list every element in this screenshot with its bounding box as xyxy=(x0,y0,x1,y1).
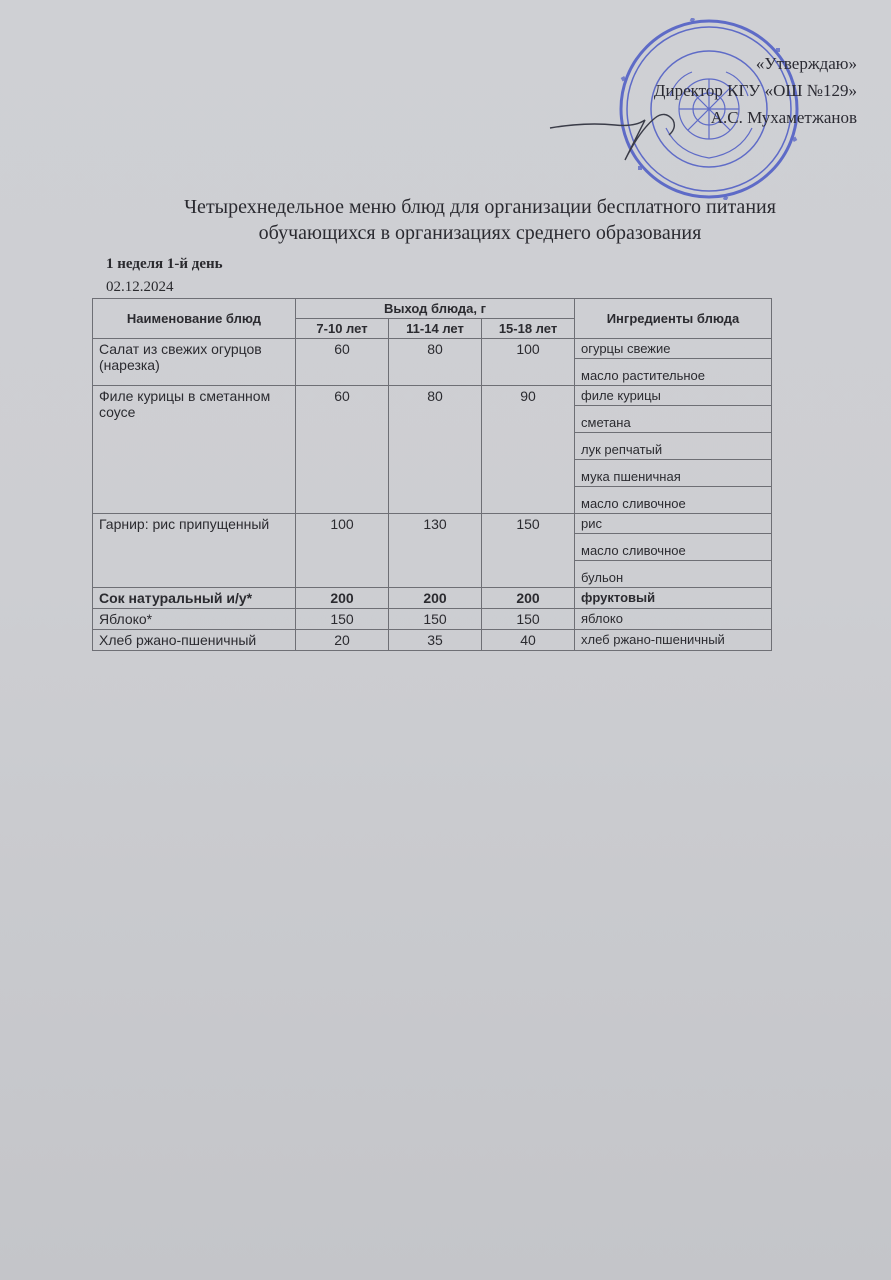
dish-name: Филе курицы в сметанном соусе xyxy=(93,386,296,514)
header-ingredients: Ингредиенты блюда xyxy=(575,299,772,339)
table-body xyxy=(93,339,772,651)
dish-name: Яблоко* xyxy=(93,609,296,630)
output-7-10: 100 xyxy=(296,514,389,588)
header-output: Выход блюда, г xyxy=(296,299,575,319)
header-age-11-14: 11-14 лет xyxy=(389,319,482,339)
output-15-18: 200 xyxy=(482,588,575,609)
dish-name: Гарнир: рис припущенный xyxy=(93,514,296,588)
output-11-14: 130 xyxy=(389,514,482,588)
table-row xyxy=(93,339,772,359)
output-11-14: 80 xyxy=(389,386,482,514)
output-11-14: 35 xyxy=(389,630,482,651)
output-7-10: 150 xyxy=(296,609,389,630)
ingredient: огурцы свежие xyxy=(575,339,772,359)
output-11-14: 200 xyxy=(389,588,482,609)
ingredient: лук репчатый xyxy=(575,433,772,460)
header-age-7-10: 7-10 лет xyxy=(296,319,389,339)
ingredient: бульон xyxy=(575,561,772,588)
menu-table xyxy=(92,298,772,651)
title-line-1: Четырехнедельное меню блюд для организации бесплатного питания xyxy=(184,196,776,218)
output-11-14: 150 xyxy=(389,609,482,630)
table-row xyxy=(93,630,772,651)
table-header-row xyxy=(93,299,772,319)
dish-name: Хлеб ржано-пшеничный xyxy=(93,630,296,651)
ingredient: мука пшеничная xyxy=(575,460,772,487)
menu-date: 02.12.2024 xyxy=(106,279,174,295)
output-7-10: 60 xyxy=(296,339,389,386)
output-15-18: 150 xyxy=(482,514,575,588)
week-label: 1 неделя 1-й день xyxy=(106,256,223,272)
table-row xyxy=(93,588,772,609)
output-7-10: 200 xyxy=(296,588,389,609)
output-15-18: 40 xyxy=(482,630,575,651)
table-row xyxy=(93,514,772,534)
ingredient: масло растительное xyxy=(575,359,772,386)
document-title xyxy=(60,194,891,246)
output-7-10: 60 xyxy=(296,386,389,514)
approval-line-1: «Утверждаю» xyxy=(755,54,857,73)
output-15-18: 100 xyxy=(482,339,575,386)
ingredient: филе курицы xyxy=(575,386,772,406)
output-7-10: 20 xyxy=(296,630,389,651)
ingredient: хлеб ржано-пшеничный xyxy=(575,630,772,651)
ingredient: сметана xyxy=(575,406,772,433)
ingredient: фруктовый xyxy=(575,588,772,609)
ingredient: яблоко xyxy=(575,609,772,630)
approval-block xyxy=(654,50,857,131)
approval-line-2: Директор КГУ «ОШ №129» xyxy=(653,81,857,100)
approval-line-3: А.С. Мухаметжанов xyxy=(710,108,857,127)
header-age-15-18: 15-18 лет xyxy=(482,319,575,339)
ingredient: рис xyxy=(575,514,772,534)
table-row xyxy=(93,609,772,630)
ingredient: масло сливочное xyxy=(575,487,772,514)
header-dish-name: Наименование блюд xyxy=(93,299,296,339)
dish-name: Сок натуральный и/у* xyxy=(93,588,296,609)
output-15-18: 150 xyxy=(482,609,575,630)
ingredient: масло сливочное xyxy=(575,534,772,561)
output-11-14: 80 xyxy=(389,339,482,386)
output-15-18: 90 xyxy=(482,386,575,514)
title-line-2: обучающихся в организациях среднего образования xyxy=(258,222,702,244)
table-row xyxy=(93,386,772,406)
dish-name: Салат из свежих огурцов (нарезка) xyxy=(93,339,296,386)
